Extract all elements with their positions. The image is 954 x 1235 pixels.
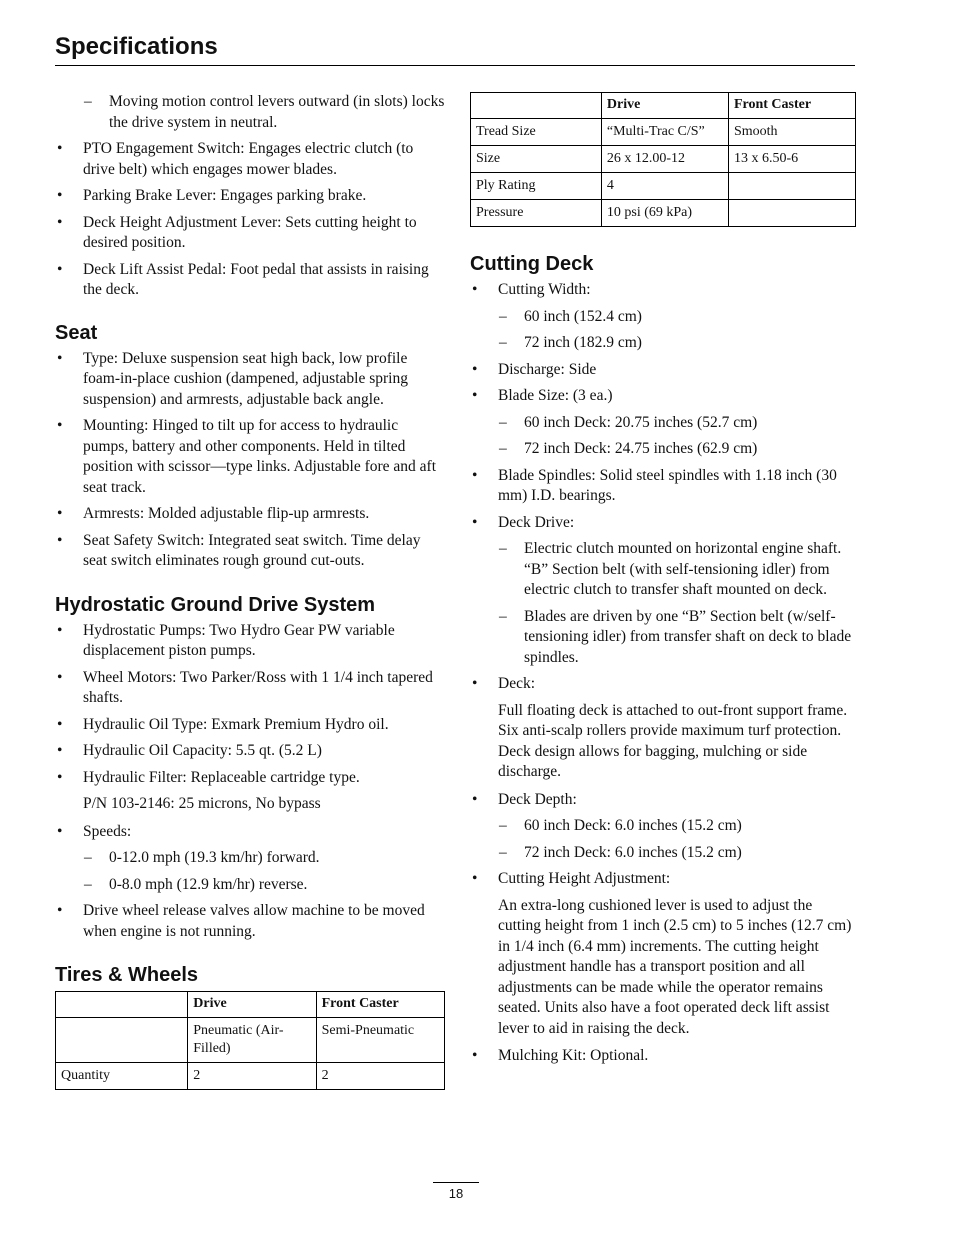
list-item: • Mulching Kit: Optional. bbox=[470, 1046, 856, 1067]
list-item: • Blade Spindles: Solid steel spindles with 1.18 inch (30 mm) I.D. bearings. bbox=[470, 466, 856, 507]
intro-list bbox=[55, 92, 445, 301]
table-header-cell: Front Caster bbox=[316, 992, 444, 1018]
list-item: • Armrests: Molded adjustable flip-up armrests. bbox=[55, 504, 445, 525]
table-cell: Smooth bbox=[728, 119, 855, 146]
table-cell: Ply Rating bbox=[471, 173, 602, 200]
table-cell bbox=[56, 1018, 188, 1063]
table-cell: Pressure bbox=[471, 200, 602, 227]
list-item: • Wheel Motors: Two Parker/Ross with 1 1/4 inch tapered shafts. bbox=[55, 668, 445, 709]
table-cell: “Multi-Trac C/S” bbox=[601, 119, 728, 146]
table-header-row bbox=[471, 93, 856, 119]
list-item: • Hydrostatic Pumps: Two Hydro Gear PW variable displacement piston pumps. bbox=[55, 621, 445, 662]
table-cell: Size bbox=[471, 146, 602, 173]
list-item: – Moving motion control levers outward (in slots) locks the drive system in neutral. bbox=[55, 92, 445, 133]
list-item: • Cutting Height Adjustment: bbox=[470, 869, 856, 890]
list-item: – 72 inch Deck: 24.75 inches (62.9 cm) bbox=[470, 439, 856, 460]
hydro-list bbox=[55, 621, 445, 943]
list-item: • Speeds: bbox=[55, 822, 445, 843]
cutting-deck-section bbox=[470, 252, 856, 1067]
list-item: – 72 inch (182.9 cm) bbox=[470, 333, 856, 354]
left-column bbox=[55, 92, 445, 1090]
list-item: – 60 inch (152.4 cm) bbox=[470, 307, 856, 328]
cutting-deck-heading: Cutting Deck bbox=[470, 253, 594, 275]
list-item: • PTO Engagement Switch: Engages electric clutch (to drive belt) which engages mower blades. bbox=[55, 139, 445, 180]
list-item: • Discharge: Side bbox=[470, 360, 856, 381]
paragraph: Full floating deck is attached to out-front support frame. Six anti-scalp rollers provide maximum turf protection. Deck design allows for bagging, mulching or side discharge. bbox=[498, 701, 848, 780]
table-cell bbox=[728, 200, 855, 227]
list-item: • Type: Deluxe suspension seat high back, low profile foam-in-place cushion (dampened, adjustable spring suspension) and armrests, adjustable back angle. bbox=[55, 349, 445, 411]
table-header-cell: Front Caster bbox=[728, 93, 855, 119]
list-item: – Electric clutch mounted on horizontal engine shaft. “B” Section belt (with self-tensioning idler) from electric clutch to transfer shaft mounted on deck. bbox=[470, 539, 856, 601]
list-item: • Seat Safety Switch: Integrated seat switch. Time delay seat switch eliminates rough ground cut-outs. bbox=[55, 531, 445, 572]
table-cell: 13 x 6.50-6 bbox=[728, 146, 855, 173]
list-item: • Hydraulic Oil Type: Exmark Premium Hydro oil. bbox=[55, 715, 445, 736]
list-item: • Deck Depth: bbox=[470, 790, 856, 811]
list-item: – 0-8.0 mph (12.9 km/hr) reverse. bbox=[55, 875, 445, 896]
seat-list bbox=[55, 349, 445, 572]
cutting-deck-list bbox=[470, 280, 856, 1067]
table-cell bbox=[728, 173, 855, 200]
list-item: – Blades are driven by one “B” Section belt (w/self-tensioning idler) from transfer shaft on deck to blade spindles. bbox=[470, 607, 856, 669]
tires-table bbox=[55, 991, 445, 1090]
list-item: • Cutting Width: bbox=[470, 280, 856, 301]
right-column bbox=[470, 92, 856, 1073]
list-item: – 60 inch Deck: 20.75 inches (52.7 cm) bbox=[470, 413, 856, 434]
list-item: • Deck: bbox=[470, 674, 856, 695]
table-cell: Pneumatic (Air-Filled) bbox=[188, 1018, 316, 1063]
table-header-cell: Drive bbox=[188, 992, 316, 1018]
list-item: • Hydraulic Filter: Replaceable cartridge type. bbox=[55, 768, 445, 789]
paragraph: P/N 103-2146: 25 microns, No bypass bbox=[83, 795, 321, 812]
list-item: • Parking Brake Lever: Engages parking brake. bbox=[55, 186, 445, 207]
table-header-cell: Drive bbox=[601, 93, 728, 119]
list-item: • Deck Drive: bbox=[470, 513, 856, 534]
hydro-heading: Hydrostatic Ground Drive System bbox=[55, 593, 376, 616]
table-cell: 4 bbox=[601, 173, 728, 200]
seat-heading: Seat bbox=[55, 321, 98, 344]
table-row bbox=[471, 146, 856, 173]
table-cell: Tread Size bbox=[471, 119, 602, 146]
list-item: • Deck Height Adjustment Lever: Sets cutting height to desired position. bbox=[55, 213, 445, 254]
seat-section bbox=[55, 321, 445, 572]
list-item: • Blade Size: (3 ea.) bbox=[470, 386, 856, 407]
table-row bbox=[471, 200, 856, 227]
table-header-row bbox=[56, 992, 445, 1018]
table-header-cell bbox=[471, 93, 602, 119]
table-cell: 26 x 12.00-12 bbox=[601, 146, 728, 173]
table-cell: 10 psi (69 kPa) bbox=[601, 200, 728, 227]
table-cell: 2 bbox=[188, 1063, 316, 1090]
hydro-section bbox=[55, 593, 445, 943]
page-title: Specifications bbox=[55, 33, 218, 60]
list-item: – 0-12.0 mph (19.3 km/hr) forward. bbox=[55, 848, 445, 869]
tire-spec-table bbox=[470, 92, 856, 227]
table-row bbox=[471, 119, 856, 146]
list-item: • Mounting: Hinged to tilt up for access to hydraulic pumps, battery and other components. Held in tilted position with scissor—type links. Adjustable fore and aft seat track. bbox=[55, 416, 445, 498]
page-number-rule bbox=[433, 1182, 479, 1183]
table-row bbox=[471, 173, 856, 200]
title-divider bbox=[55, 65, 855, 66]
table-header-cell bbox=[56, 992, 188, 1018]
paragraph: An extra-long cushioned lever is used to adjust the cutting height from 1 inch (2.5 cm) to 5 inches (12.7 cm) in 1/4 inch (6.4 mm) increments. The cutting height adjustment handle has a transport position and all adjustments can be made while the operator remains seated. Units also have a foot operated deck lift assist lever to aid in raising the deck. bbox=[498, 896, 852, 1037]
table-row bbox=[56, 1018, 445, 1063]
table-cell: Quantity bbox=[56, 1063, 188, 1090]
table-row bbox=[56, 1063, 445, 1090]
list-item: – 60 inch Deck: 6.0 inches (15.2 cm) bbox=[470, 816, 856, 837]
tires-heading: Tires & Wheels bbox=[55, 964, 199, 986]
table-cell: Semi-Pneumatic bbox=[316, 1018, 444, 1063]
list-item: • Drive wheel release valves allow machine to be moved when engine is not running. bbox=[55, 901, 445, 942]
page-number: 18 bbox=[448, 1186, 464, 1201]
list-item: – 72 inch Deck: 6.0 inches (15.2 cm) bbox=[470, 843, 856, 864]
list-item: • Hydraulic Oil Capacity: 5.5 qt. (5.2 L) bbox=[55, 741, 445, 762]
tires-section bbox=[55, 963, 445, 1090]
list-item: • Deck Lift Assist Pedal: Foot pedal that assists in raising the deck. bbox=[55, 260, 445, 301]
table-cell: 2 bbox=[316, 1063, 444, 1090]
